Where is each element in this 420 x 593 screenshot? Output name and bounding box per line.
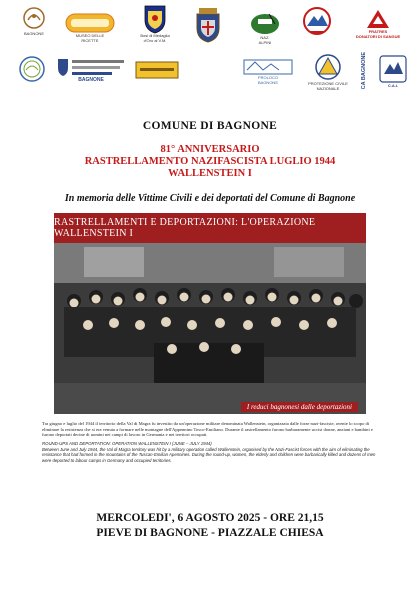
sign-icon — [135, 60, 179, 80]
bagnone-shield — [56, 56, 126, 83]
event-date: MERCOLEDI', 6 AGOSTO 2025 - ORE 21,15 — [96, 512, 324, 524]
group-photo-illustration — [54, 243, 366, 414]
circle-logo — [14, 54, 50, 84]
valle-logo-icon — [65, 12, 115, 34]
anniversary-line3: WALLENSTEIN I — [168, 168, 252, 179]
historical-photo — [54, 213, 366, 414]
fratres-logo — [350, 8, 406, 39]
ca-bagnone-logo — [356, 52, 372, 89]
valle-logo — [64, 12, 116, 43]
bagnone-logo-caption: BAGNONE — [23, 31, 44, 36]
bagnone-logo — [14, 6, 54, 37]
comune-heading: COMUNE DI BAGNONE — [142, 120, 278, 132]
mountain-badge-icon — [302, 6, 332, 40]
comune-stemma — [188, 6, 228, 44]
cai-icon — [378, 54, 408, 84]
valle-logo-caption: MUSEO DELLE RICETTE — [75, 33, 105, 43]
bagnone-logo-icon — [22, 6, 46, 32]
alpini-logo — [246, 10, 284, 45]
shield-icon — [142, 4, 168, 34]
cai-logo — [376, 54, 410, 89]
ca-bagnone-text: CA BAGNONE — [361, 52, 367, 90]
english-block — [42, 441, 380, 463]
ring-icon — [17, 54, 47, 84]
bagnone-shield-caption: BAGNONE — [78, 77, 104, 83]
english-paragraph: Between June and July 1944, the Val di Magra territory was hit by a military operation called Wallenstein, organised by the Nazi-Fascist forces with the aim of eliminating the resistance that had formed in the mountains of the Tuscan-Emilian Apennines. During the round-up, women, the elderly and children were barbarically killed and dozens of men were deported to labour camps in Germany and occupied territories. — [42, 446, 376, 463]
bossi-logo-caption: Bosi di Medaglia d'Oro al V.M. — [140, 33, 170, 43]
proloco-logo-caption: PROLOCO BAGNONE — [257, 75, 278, 85]
blood-drop-icon — [363, 8, 393, 30]
logos-row-top — [0, 4, 420, 48]
alpini-hat-icon — [249, 10, 281, 36]
english-title: ROUND-UPS AND DEPORTATION: OPERATION WALLENSTEIN I (JUNE – JULY 1944) — [42, 441, 212, 446]
protezione-civile-caption: PROTEZIONE CIVILE NAZIONALE — [308, 81, 348, 91]
photo-caption-bar — [241, 402, 358, 412]
photo-banner-text: RASTRELLAMENTI E DEPORTAZIONI: L'OPERAZIONE WALLENSTEIN I — [54, 217, 316, 239]
proloco-logo — [240, 56, 296, 85]
logos-row-second — [0, 52, 420, 96]
photo-caption: I reduci bagnonesi dalle deportazioni — [246, 403, 352, 411]
italian-paragraph: Tra giugno e luglio del 1944 il territorio della Val di Magra fu investito da un'operazione militare denominata Wallenstein, organizzata dalle forze nazi-fasciste, avente lo scopo di eliminare la resistenza che si era venuta a formare nelle montagne dell'Appennino Tosco-Emiliano. Durante il rastrellamento furono barbaramente uccisi donne, anziani e bambini e furono deportati decine di uomini nei campi di lavoro in Germania e nei territori occupati. — [42, 421, 373, 438]
proloco-icon — [243, 56, 293, 76]
fratres-logo-caption: FRATRES DONATORI DI SANGUE — [355, 29, 401, 39]
bossi-logo — [134, 4, 176, 43]
protezione-civile-icon — [313, 52, 343, 82]
cai-logo-caption: C.A.I. — [387, 83, 399, 88]
alpini-logo-caption: NAZ. ALPINI — [258, 35, 272, 45]
anniversary-line2: RASTRELLAMENTO NAZIFASCISTA LUGLIO 1944 — [84, 156, 336, 167]
anniversary-heading — [0, 144, 420, 180]
yellow-sign — [134, 60, 180, 80]
anniversary-line1: 81° ANNIVERSARIO — [160, 144, 260, 155]
protezione-civile-logo — [306, 52, 350, 91]
photo-banner — [54, 213, 366, 243]
memoria-subtitle: In memoria delle Vittime Civili e dei deportati del Comune di Bagnone — [64, 193, 356, 204]
crest-icon — [191, 6, 225, 44]
shield-banner-icon — [56, 56, 126, 78]
cai-red-logo — [300, 6, 334, 40]
event-place: PIEVE DI BAGNONE - PIAZZALE CHIESA — [96, 527, 324, 539]
